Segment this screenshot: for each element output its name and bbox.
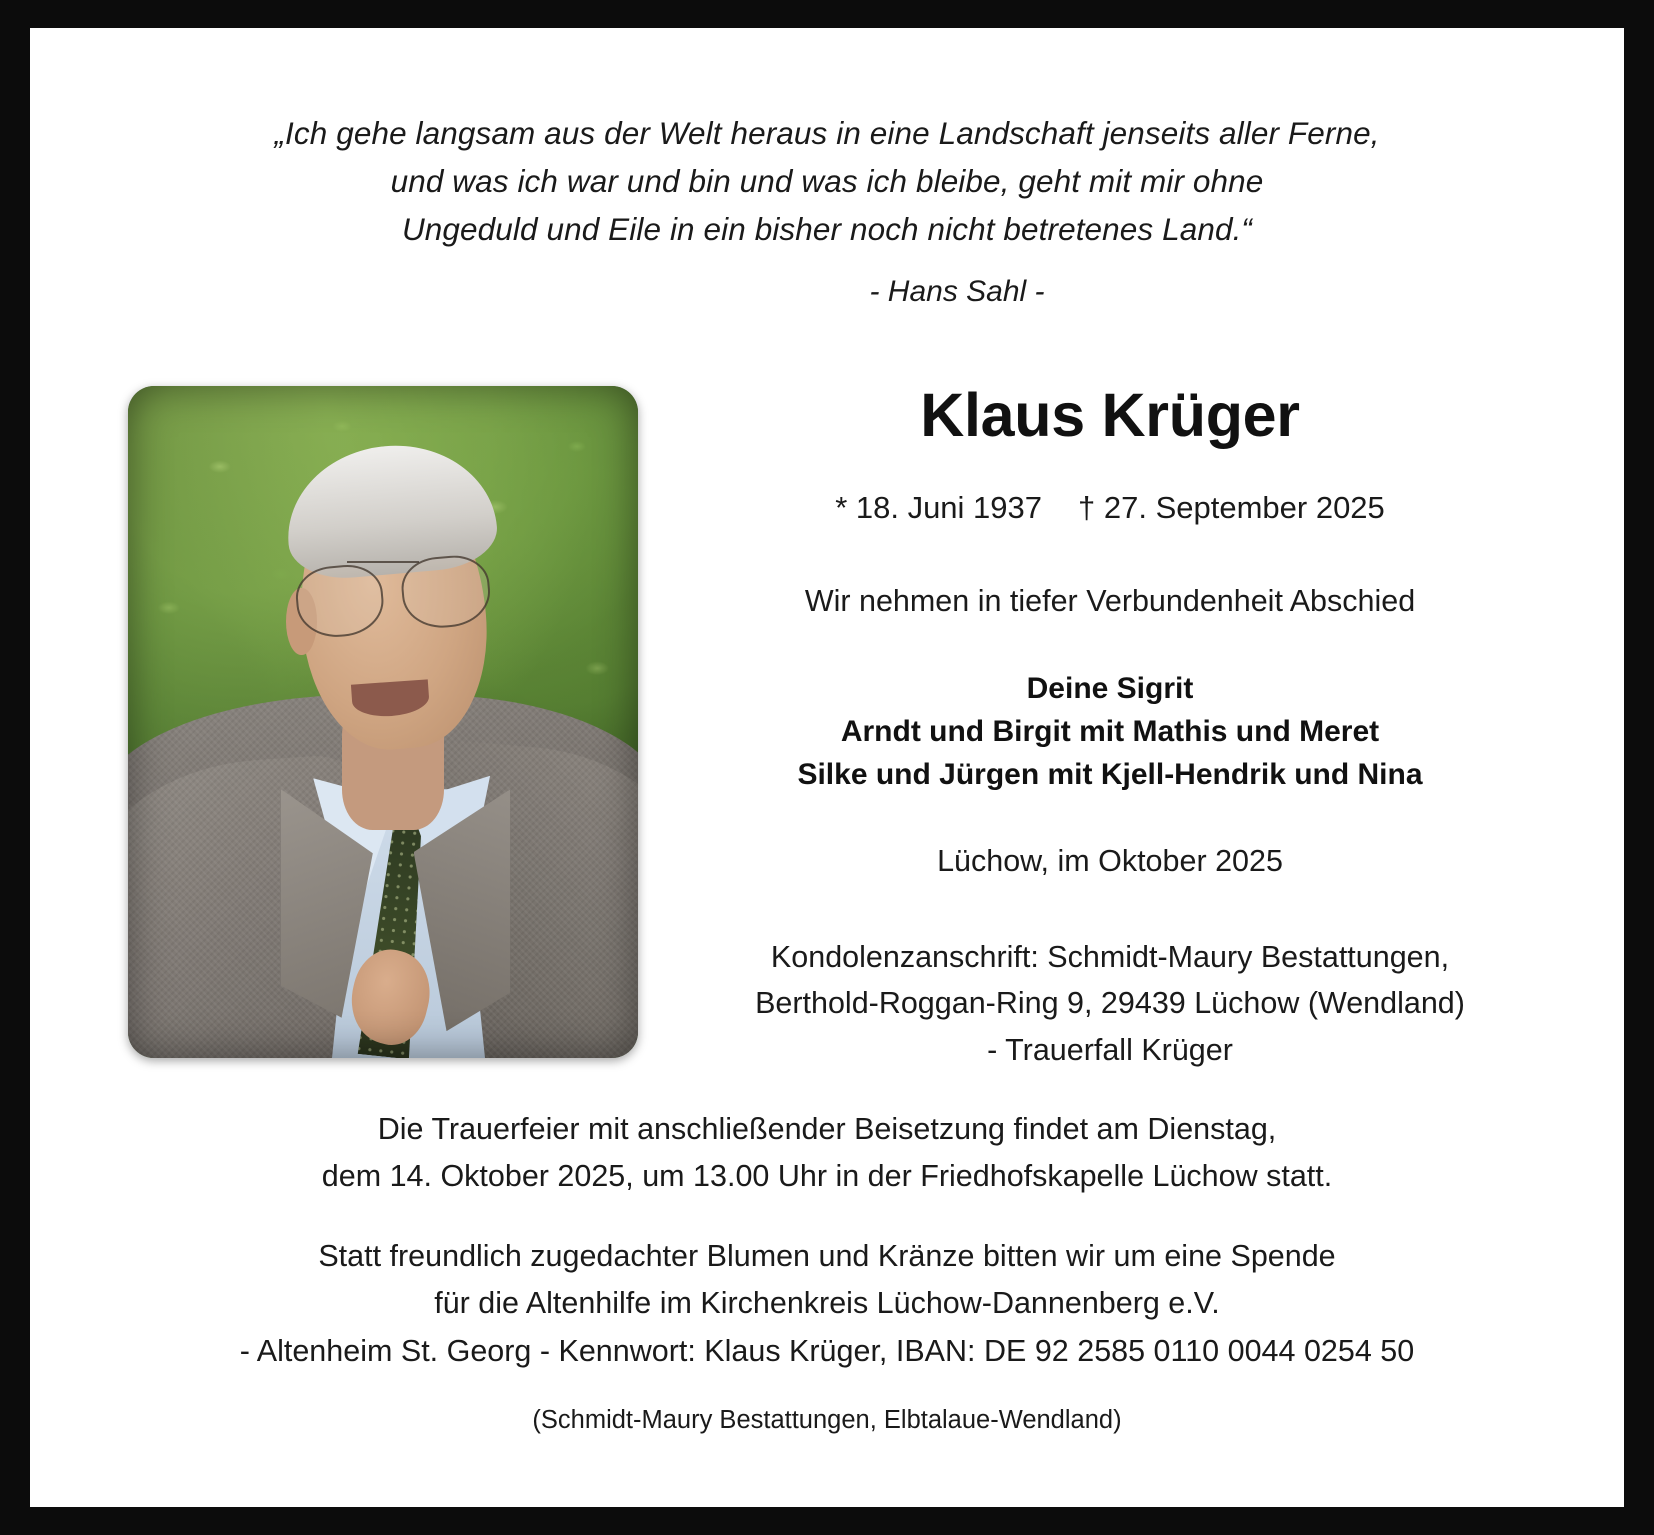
source-credit: (Schmidt-Maury Bestattungen, Elbtalaue-Wendland) (532, 1406, 1122, 1434)
quote-line-1: „Ich gehe langsam aus der Welt heraus in eine Landschaft jenseits aller Ferne, (274, 115, 1380, 151)
donation-line-3: - Altenheim St. Georg - Kennwort: Klaus Krüger, IBAN: DE 92 2585 0110 0044 0254 50 (239, 1333, 1415, 1368)
quote-block (30, 110, 1624, 254)
donation-request (30, 1233, 1624, 1375)
place-and-date: Lüchow, im Oktober 2025 (937, 844, 1283, 878)
portrait-image (128, 386, 638, 1058)
family-list (670, 668, 1550, 797)
condolence-line-2: Berthold-Roggan-Ring 9, 29439 Lüchow (Wendland) (755, 986, 1465, 1021)
condolence-address (650, 934, 1570, 1073)
family-line-1: Deine Sigrit (1026, 672, 1194, 705)
eyeglasses-bridge (347, 561, 418, 563)
condolence-line-3: - Trauerfall Krüger (987, 1032, 1233, 1067)
ceremony-line-2: dem 14. Oktober 2025, um 13.00 Uhr in der Friedhofskapelle Lüchow statt. (321, 1159, 1333, 1194)
lens-left (294, 562, 387, 641)
deceased-name: Klaus Krüger (920, 381, 1300, 449)
farewell-text: Wir nehmen in tiefer Verbundenheit Abschied (804, 584, 1416, 618)
lens-right (400, 552, 493, 631)
death-date: † 27. September 2025 (1078, 490, 1385, 525)
quote-author: - Hans Sahl - (869, 275, 1045, 308)
life-dates (670, 490, 1550, 526)
family-line-2: Arndt und Birgit mit Mathis und Meret (840, 714, 1380, 748)
obituary-notice (30, 28, 1624, 1507)
donation-line-1: Statt freundlich zugedachter Blumen und Kränze bitten wir um eine Spende (318, 1239, 1336, 1273)
ceremony-line-1: Die Trauerfeier mit anschließender Beisetzung findet am Dienstag, (377, 1112, 1277, 1146)
quote-line-2: und was ich war und bin und was ich bleibe, geht mit mir ohne (390, 162, 1264, 199)
portrait-photo (128, 386, 638, 1058)
ceremony-details (30, 1106, 1624, 1201)
family-line-3: Silke und Jürgen mit Kjell-Hendrik und Nina (797, 757, 1423, 791)
birth-date: * 18. Juni 1937 (835, 490, 1043, 525)
condolence-line-1: Kondolenzanschrift: Schmidt-Maury Bestattungen, (770, 940, 1450, 974)
quote-line-3: Ungeduld und Eile in ein bisher noch nicht betretenes Land.“ (401, 210, 1253, 247)
donation-line-2: für die Altenhilfe im Kirchenkreis Lüchow-Dannenberg e.V. (434, 1286, 1220, 1321)
